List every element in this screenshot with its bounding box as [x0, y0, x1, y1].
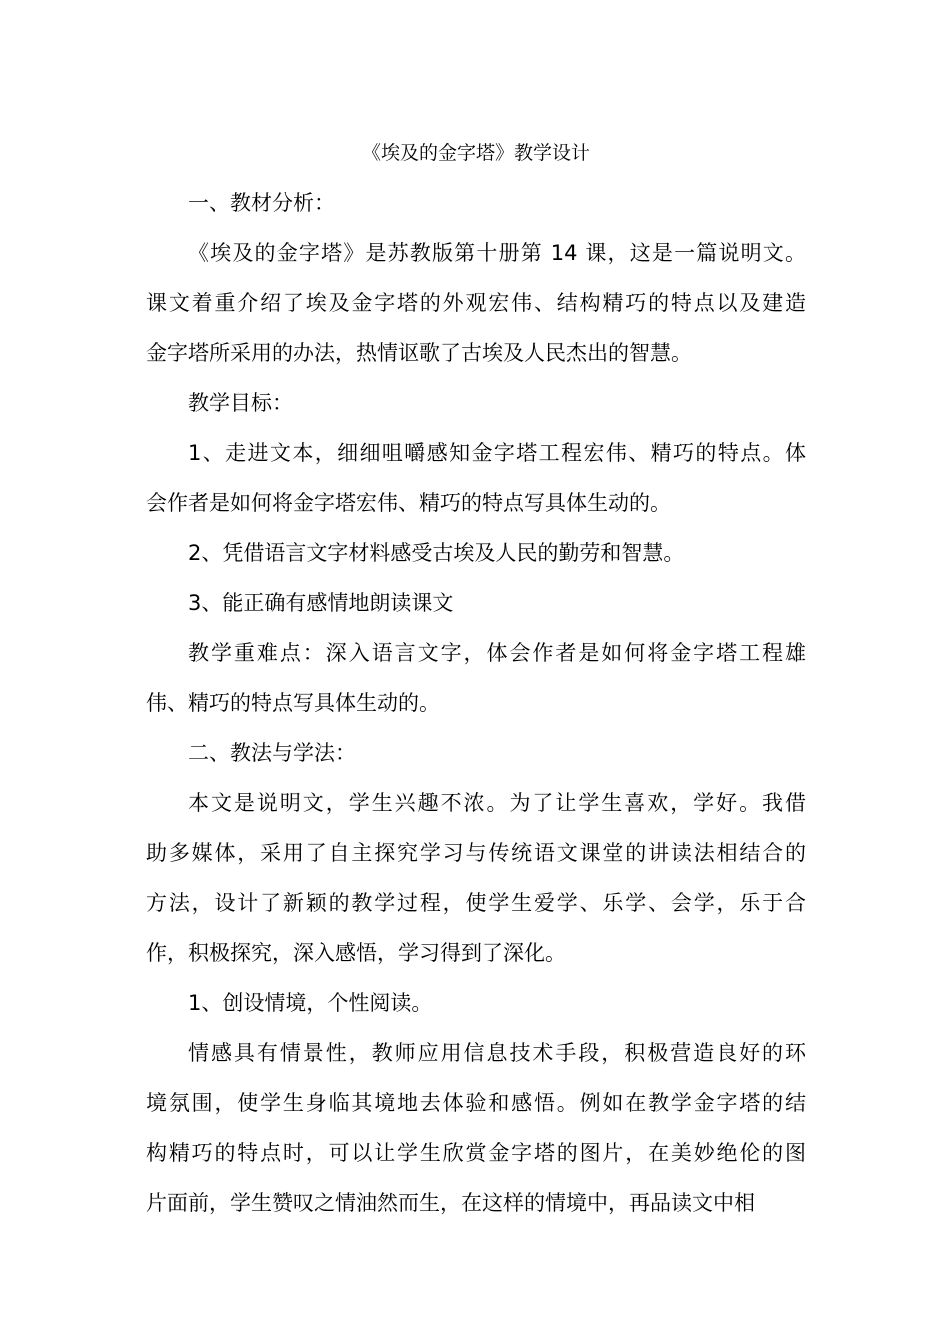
- paragraph: [146, 178, 806, 228]
- paragraph: [146, 528, 806, 578]
- paragraph-line: 1、走进文本，细细咀嚼感知金字塔工程宏伟、精巧的特点。体: [188, 441, 806, 465]
- paragraph: [146, 378, 806, 428]
- paragraph-line: 本文是说明文，学生兴趣不浓。为了让学生喜欢，学好。我借: [188, 791, 806, 815]
- paragraph-line: 情感具有情景性，教师应用信息技术手段，积极营造良好的环: [188, 1041, 806, 1065]
- paragraph: [146, 428, 806, 528]
- paragraph-line: 会作者是如何将金字塔宏伟、精巧的特点写具体生动的。: [146, 491, 671, 515]
- paragraph-line: 二、教法与学法：: [188, 741, 356, 765]
- paragraph-line: 3、能正确有感情地朗读课文: [188, 591, 454, 615]
- paragraph-line: 境氛围，使学生身临其境地去体验和感悟。例如在教学金字塔的结: [146, 1091, 806, 1115]
- paragraph-line: 片面前，学生赞叹之情油然而生，在这样的情境中，再品读文中相: [146, 1191, 755, 1215]
- paragraph-line: 伟、精巧的特点写具体生动的。: [146, 691, 440, 715]
- paragraph-line: 教学目标：: [188, 391, 293, 415]
- paragraph-line: 一、教材分析：: [188, 191, 335, 215]
- paragraph-line: 2、凭借语言文字材料感受古埃及人民的勤劳和智慧。: [188, 541, 685, 565]
- document-body: [146, 178, 806, 1228]
- document-page: [146, 128, 806, 1228]
- paragraph-line: 方法，设计了新颖的教学过程，使学生爱学、乐学、会学，乐于合: [146, 891, 806, 915]
- paragraph: [146, 778, 806, 978]
- paragraph-line: 金字塔所采用的办法，热情讴歌了古埃及人民杰出的智慧。: [146, 341, 692, 365]
- paragraph: [146, 628, 806, 728]
- paragraph-line: 《埃及的金字塔》是苏教版第十册第 14 课，这是一篇说明文。: [188, 241, 806, 265]
- paragraph-line: 教学重难点：深入语言文字，体会作者是如何将金字塔工程雄: [188, 641, 806, 665]
- paragraph: [146, 978, 806, 1028]
- paragraph-line: 作，积极探究，深入感悟，学习得到了深化。: [146, 941, 566, 965]
- paragraph: [146, 728, 806, 778]
- paragraph: [146, 228, 806, 378]
- document-title: 《埃及的金字塔》教学设计: [361, 142, 590, 164]
- paragraph-line: 构精巧的特点时，可以让学生欣赏金字塔的图片，在美妙绝伦的图: [146, 1141, 806, 1165]
- paragraph-line: 课文着重介绍了埃及金字塔的外观宏伟、结构精巧的特点以及建造: [146, 291, 806, 315]
- paragraph: [146, 578, 806, 628]
- paragraph-line: 助多媒体，采用了自主探究学习与传统语文课堂的讲读法相结合的: [146, 841, 806, 865]
- paragraph: [146, 1028, 806, 1228]
- paragraph-line: 1、创设情境，个性阅读。: [188, 991, 433, 1015]
